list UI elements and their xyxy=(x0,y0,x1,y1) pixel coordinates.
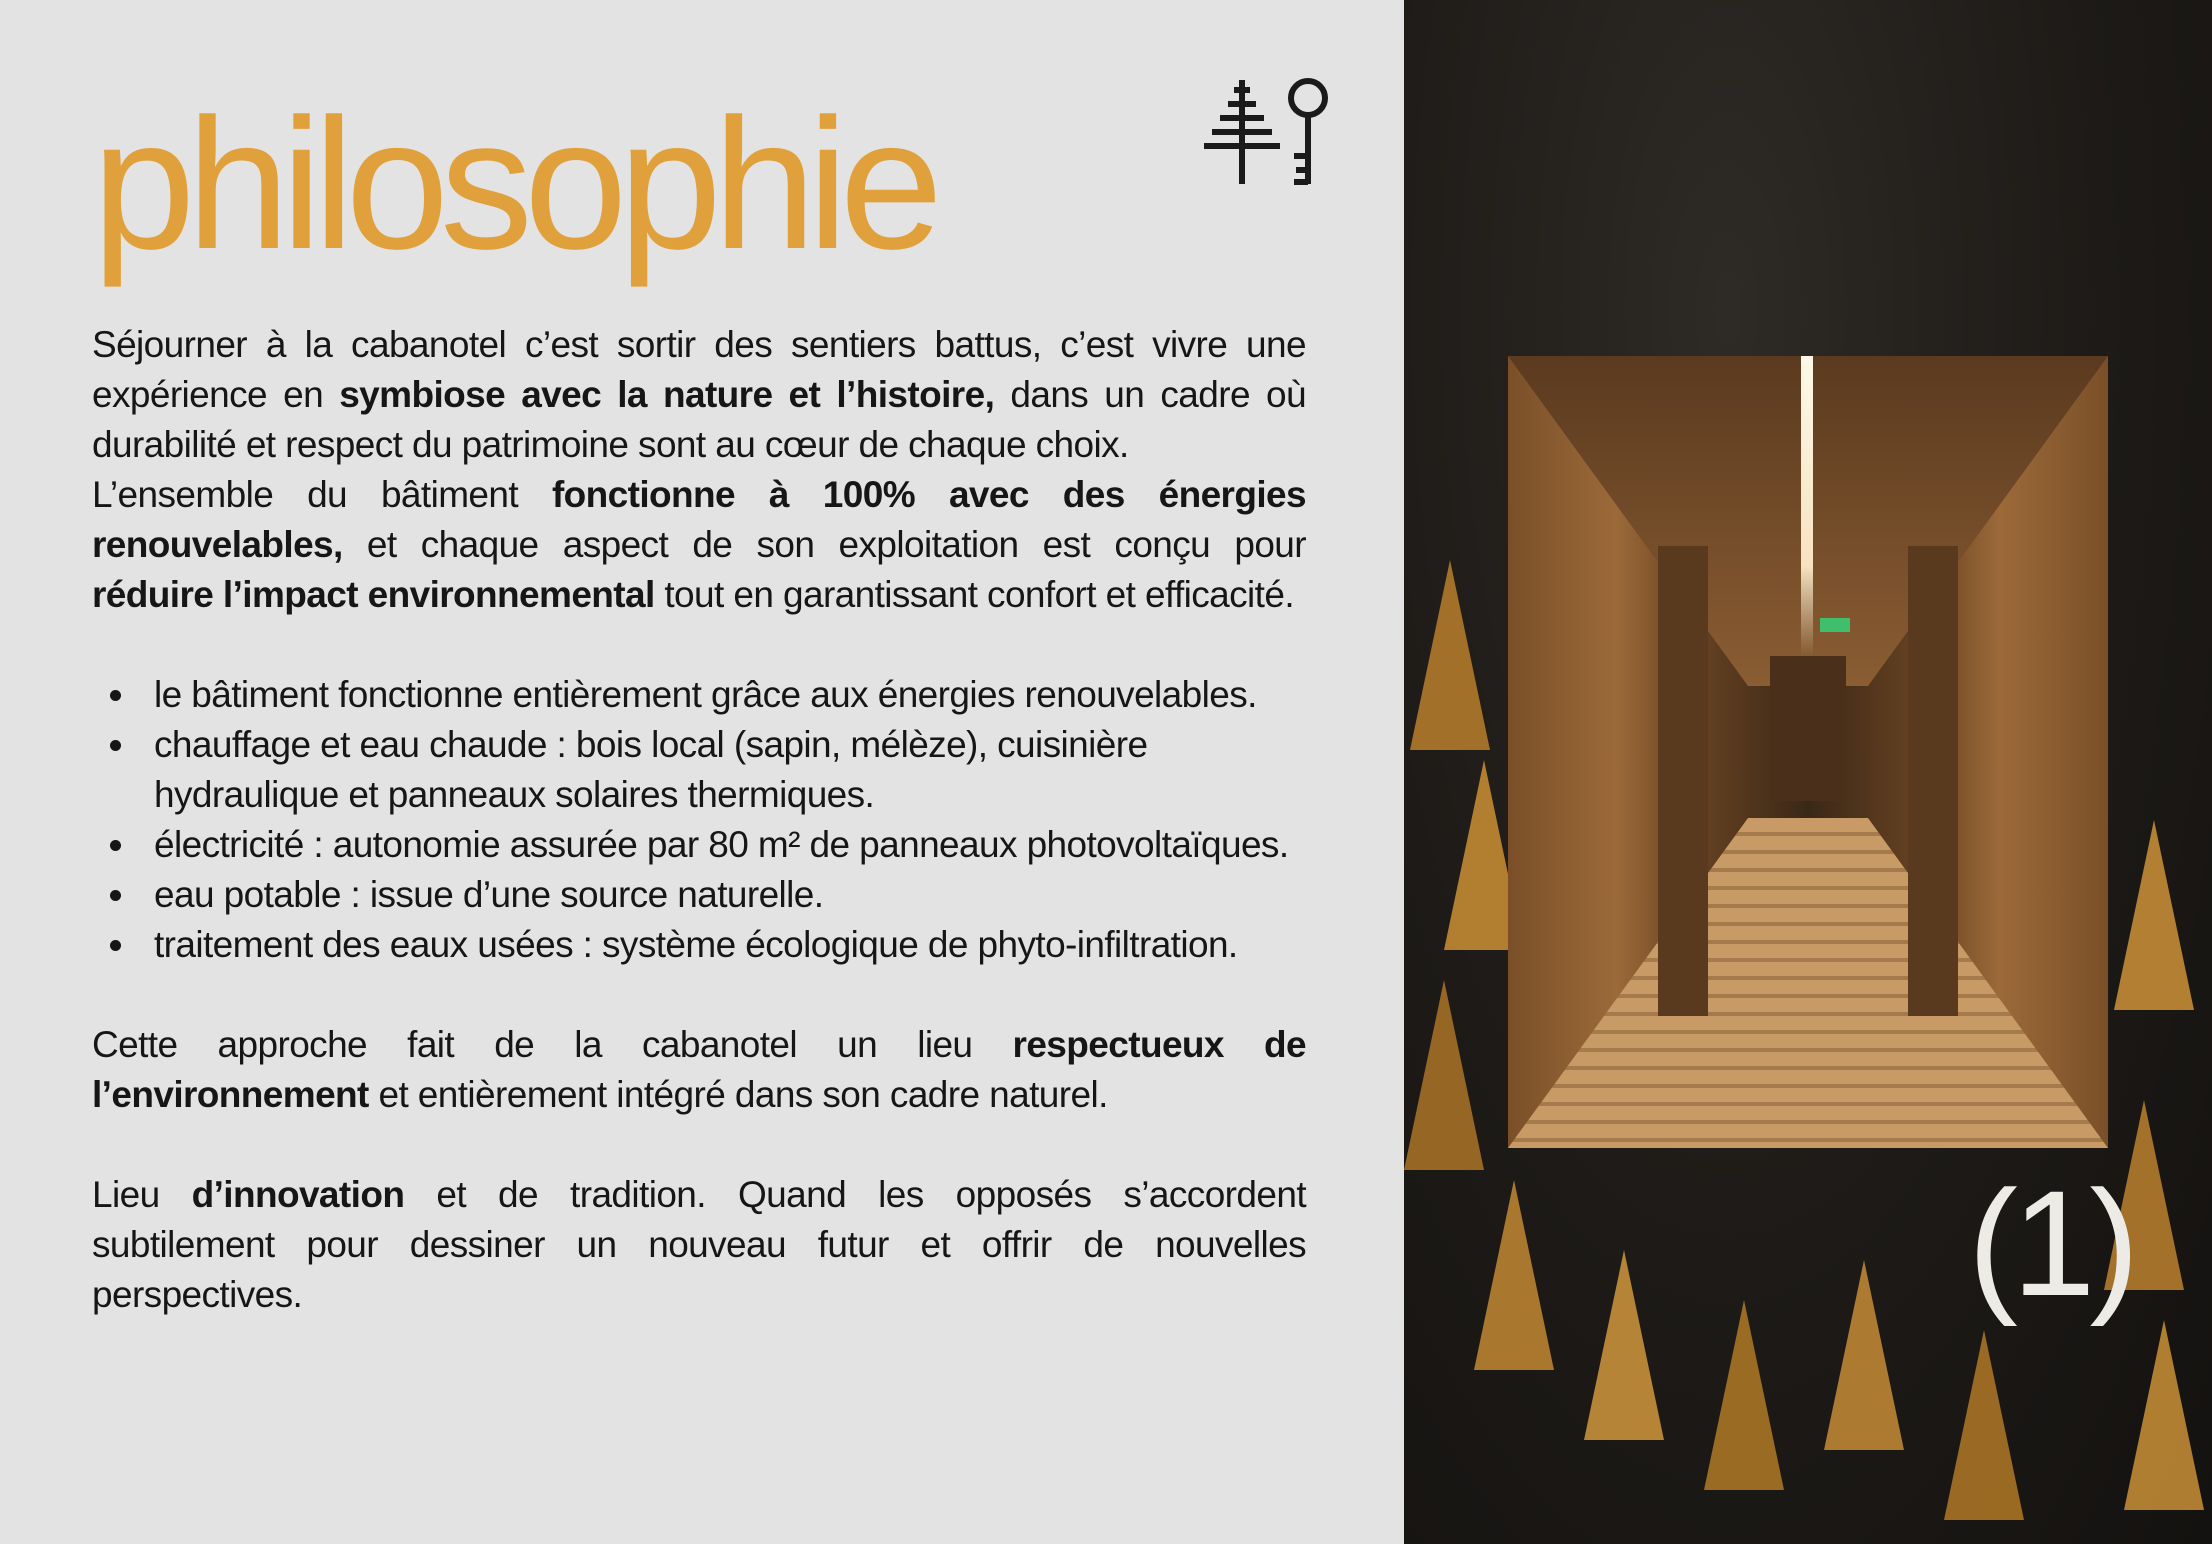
larch-tree xyxy=(1410,560,1490,750)
intro-emphasis: symbiose avec la nature et l’histoire, xyxy=(339,374,995,415)
conclusion-text: Cette approche fait de la cabanotel un lieu xyxy=(92,1024,1013,1065)
exit-sign xyxy=(1820,618,1850,632)
closing-emphasis: d’innovation xyxy=(191,1174,405,1215)
corridor-floor xyxy=(1508,818,2108,1148)
closing-text-end: et de tradition. Quand les opposés s’accordent subtilement pour dessiner un nouveau futur et offrir de nouvelles perspectives. xyxy=(92,1174,1306,1315)
wooden-corridor-photo xyxy=(1508,356,2108,1148)
closing-paragraph xyxy=(92,1170,1306,1320)
energy-paragraph xyxy=(92,470,1306,620)
page-title: philosophie xyxy=(92,81,935,288)
page-number: (1) xyxy=(1968,1159,2134,1327)
ceiling-light-strip xyxy=(1801,356,1813,656)
corridor-door xyxy=(1908,546,1958,1016)
philosophy-text xyxy=(92,320,1306,1320)
energy-text-middle: et chaque aspect de son exploitation est conçu pour xyxy=(342,524,1306,565)
larch-tree xyxy=(1584,1250,1664,1440)
corridor-end-wall xyxy=(1770,656,1846,801)
corridor-door xyxy=(1658,546,1708,1016)
larch-tree xyxy=(2114,820,2194,1010)
list-item: électricité : autonomie assurée par 80 m² de panneaux photovoltaïques. xyxy=(154,820,1306,870)
energy-emphasis: fonctionne à 100% avec des énergies renouvelables, xyxy=(92,474,1306,565)
list-item: chauffage et eau chaude : bois local (sapin, mélèze), cuisinière hydraulique et panneaux solaires thermiques. xyxy=(154,720,1306,820)
spacer xyxy=(92,1120,1306,1170)
spacer xyxy=(92,970,1306,1020)
tree-and-key-icon xyxy=(1200,72,1338,190)
intro-text: Séjourner à la cabanotel c’est sortir des sentiers battus, c’est vivre une expérience en xyxy=(92,324,1306,415)
list-item: eau potable : issue d’une source naturelle. xyxy=(154,870,1306,920)
list-item: traitement des eaux usées : système écologique de phyto-infiltration. xyxy=(154,920,1306,970)
closing-text: Lieu xyxy=(92,1174,192,1215)
intro-text-end: dans un cadre où durabilité et respect du patrimoine sont au cœur de chaque choix. xyxy=(92,374,1306,465)
energy-text-end: tout en garantissant confort et efficacité. xyxy=(654,574,1294,615)
larch-tree xyxy=(2124,1320,2204,1510)
larch-tree xyxy=(1944,1330,2024,1520)
larch-tree xyxy=(1704,1300,1784,1490)
larch-tree xyxy=(1474,1180,1554,1370)
spacer xyxy=(92,620,1306,670)
intro-paragraph xyxy=(92,320,1306,470)
conclusion-text-end: et entièrement intégré dans son cadre naturel. xyxy=(368,1074,1108,1115)
conclusion-emphasis: respectueux de l’environnement xyxy=(92,1024,1306,1115)
impact-emphasis: réduire l’impact environnemental xyxy=(92,574,655,615)
energy-text: L’ensemble du bâtiment xyxy=(92,474,552,515)
larch-tree xyxy=(1824,1260,1904,1450)
list-item: le bâtiment fonctionne entièrement grâce aux énergies renouvelables. xyxy=(154,670,1306,720)
features-list xyxy=(92,670,1306,970)
conclusion-paragraph xyxy=(92,1020,1306,1120)
larch-tree xyxy=(1404,980,1484,1170)
